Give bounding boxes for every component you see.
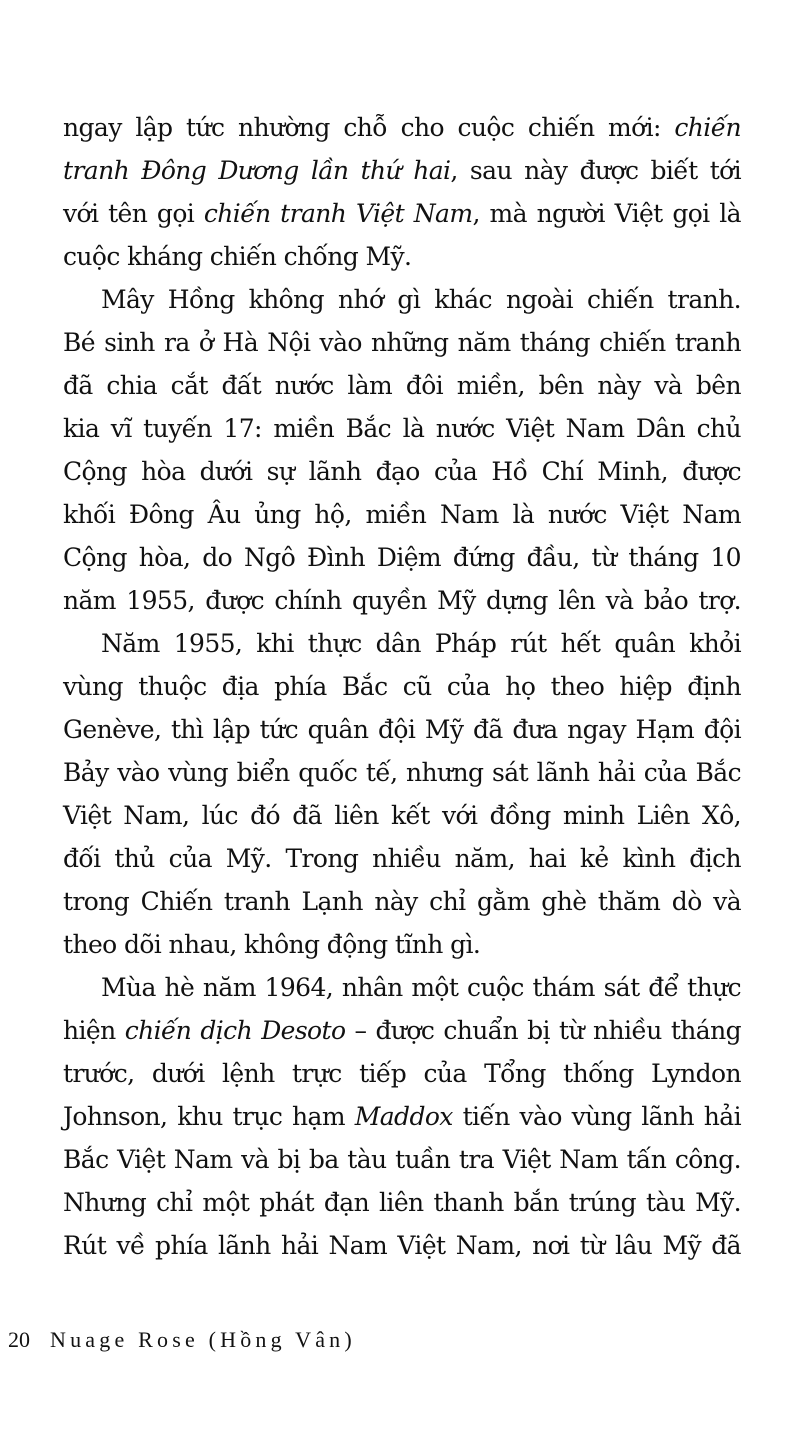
text-line: Cộng hòa, do Ngô Đình Diệm đứng đầu, từ tháng 10 [63, 543, 741, 572]
text-line: Rút về phía lãnh hải Nam Việt Nam, nơi từ lâu Mỹ đã [63, 1231, 741, 1260]
text-line: cuộc kháng chiến chống Mỹ. [63, 242, 412, 271]
page-number: 20 [8, 1327, 30, 1352]
paragraph-4 [63, 966, 741, 1267]
text-line: đã chia cắt đất nước làm đôi miền, bên này và bên [63, 371, 741, 400]
text-line: Bắc Việt Nam và bị ba tàu tuần tra Việt Nam tấn công. [63, 1145, 741, 1174]
text-line: trước, dưới lệnh trực tiếp của Tổng thống Lyndon [63, 1059, 741, 1088]
text-line: đối thủ của Mỹ. Trong nhiều năm, hai kẻ kình địch [63, 844, 741, 873]
text-line: Genève, thì lập tức quân đội Mỹ đã đưa ngay Hạm đội [63, 715, 741, 744]
page-body [63, 106, 741, 1267]
text-line: Bé sinh ra ở Hà Nội vào những năm tháng chiến tranh [63, 328, 741, 357]
text-line: Bảy vào vùng biển quốc tế, nhưng sát lãnh hải của Bắc [63, 758, 741, 787]
paragraph-1 [63, 106, 741, 278]
text-line: trong Chiến tranh Lạnh này chỉ gằm ghè thăm dò và [63, 887, 741, 916]
text-line: theo dõi nhau, không động tĩnh gì. [63, 930, 481, 959]
running-title: Nuage Rose (Hồng Vân) [50, 1327, 356, 1352]
text-line: Cộng hòa dưới sự lãnh đạo của Hồ Chí Minh, được [63, 457, 741, 486]
text-line: Mây Hồng không nhớ gì khác ngoài chiến tranh. [101, 285, 741, 314]
text-line: khối Đông Âu ủng hộ, miền Nam là nước Việt Nam [63, 500, 741, 529]
text-line: Johnson, khu trục hạm Maddox tiến vào vùng lãnh hải [63, 1102, 741, 1131]
text-line: hiện chiến dịch Desoto – được chuẩn bị từ nhiều tháng [63, 1016, 741, 1045]
paragraph-3 [63, 622, 741, 966]
text-line: Mùa hè năm 1964, nhân một cuộc thám sát để thực [101, 973, 741, 1002]
paragraph-2 [63, 278, 741, 622]
text-line: vùng thuộc địa phía Bắc cũ của họ theo hiệp định [63, 672, 741, 701]
page-footer [8, 1327, 356, 1353]
text-line: Nhưng chỉ một phát đạn liên thanh bắn trúng tàu Mỹ. [63, 1188, 741, 1217]
text-line: Năm 1955, khi thực dân Pháp rút hết quân khỏi [101, 629, 741, 658]
text-line: ngay lập tức nhường chỗ cho cuộc chiến mới: chiến [63, 113, 741, 142]
text-line: kia vĩ tuyến 17: miền Bắc là nước Việt Nam Dân chủ [63, 414, 741, 443]
text-line: năm 1955, được chính quyền Mỹ dựng lên và bảo trợ. [63, 586, 741, 615]
text-line: Việt Nam, lúc đó đã liên kết với đồng minh Liên Xô, [63, 801, 741, 830]
text-line: tranh Đông Dương lần thứ hai, sau này được biết tới [63, 156, 741, 185]
text-line: với tên gọi chiến tranh Việt Nam, mà người Việt gọi là [63, 199, 741, 228]
